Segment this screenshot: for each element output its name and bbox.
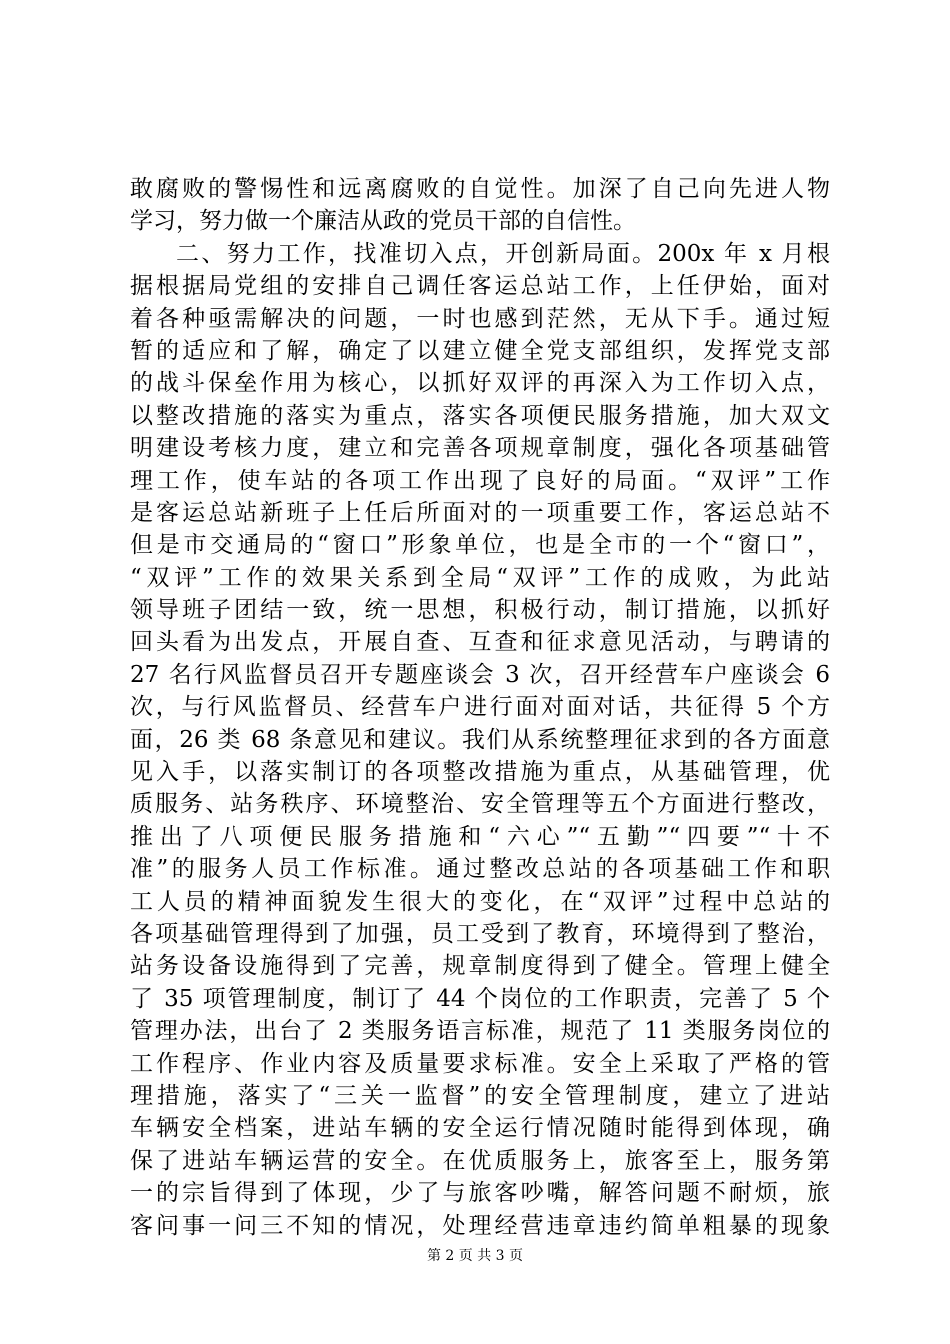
text-line: 面，26 类 68 条意见和建议。我们从系统整理征求到的各方面意 bbox=[130, 726, 830, 753]
text-line: “双评”工作的效果关系到全局“双评”工作的成败，为此站 bbox=[130, 564, 830, 591]
text-line: 次，与行风监督员、经营车户进行面对面对话，共征得 5 个方 bbox=[130, 694, 830, 721]
text-line: 客问事一问三不知的情况，处理经营违章违约简单粗暴的现象 bbox=[130, 1212, 830, 1239]
text-line: 二、努力工作，找准切入点，开创新局面。200x 年 x 月根 bbox=[176, 240, 830, 267]
text-line: 27 名行风监督员召开专题座谈会 3 次，召开经营车户座谈会 6 bbox=[130, 661, 830, 688]
page-number-footer: 第 2 页 共 3 页 bbox=[426, 1248, 524, 1264]
text-line: 着各种亟需解决的问题，一时也感到茫然，无从下手。通过短 bbox=[130, 305, 830, 332]
text-line: 以整改措施的落实为重点，落实各项便民服务措施，加大双文 bbox=[130, 402, 830, 429]
text-line: 了 35 项管理制度，制订了 44 个岗位的工作职责，完善了 5 个 bbox=[130, 985, 830, 1012]
text-line: 见入手，以落实制订的各项整改措施为重点，从基础管理，优 bbox=[130, 759, 830, 786]
text-line: 领导班子团结一致，统一思想，积极行动，制订措施，以抓好 bbox=[130, 597, 830, 624]
text-line: 暂的适应和了解，确定了以建立健全党支部组织，发挥党支部 bbox=[130, 337, 830, 364]
text-line: 理措施，落实了“三关一监督”的安全管理制度，建立了进站 bbox=[130, 1082, 830, 1109]
text-line: 车辆安全档案，进站车辆的安全运行情况随时能得到体现，确 bbox=[130, 1115, 830, 1142]
document-body bbox=[130, 173, 830, 1242]
text-line: 一的宗旨得到了体现，少了与旅客吵嘴，解答问题不耐烦，旅 bbox=[130, 1180, 830, 1207]
text-line: 理工作，使车站的各项工作出现了良好的局面。“双评”工作 bbox=[130, 467, 830, 494]
text-line: 但是市交通局的“窗口”形象单位，也是全市的一个“窗口”， bbox=[130, 532, 830, 559]
text-line: 据根据局党组的安排自己调任客运总站工作，上任伊始，面对 bbox=[130, 273, 830, 300]
text-line: 各项基础管理得到了加强，员工受到了教育，环境得到了整治， bbox=[130, 920, 830, 947]
text-line: 是客运总站新班子上任后所面对的一项重要工作，客运总站不 bbox=[130, 499, 830, 526]
text-line: 准”的服务人员工作标准。通过整改总站的各项基础工作和职 bbox=[130, 856, 830, 883]
text-line: 的战斗保垒作用为核心，以抓好双评的再深入为工作切入点， bbox=[130, 370, 830, 397]
text-line: 推出了八项便民服务措施和“六心”“五勤”“四要”“十不 bbox=[130, 823, 830, 850]
text-line: 质服务、站务秩序、环境整治、安全管理等五个方面进行整改， bbox=[130, 791, 830, 818]
text-line: 学习，努力做一个廉洁从政的党员干部的自信性。 bbox=[130, 208, 636, 235]
text-line: 管理办法，出台了 2 类服务语言标准，规范了 11 类服务岗位的 bbox=[130, 1018, 830, 1045]
text-line: 工作程序、作业内容及质量要求标准。安全上采取了严格的管 bbox=[130, 1050, 830, 1077]
text-line: 回头看为出发点，开展自查、互查和征求意见活动，与聘请的 bbox=[130, 629, 830, 656]
text-line: 明建设考核力度，建立和完善各项规章制度，强化各项基础管 bbox=[130, 435, 830, 462]
text-line: 敢腐败的警惕性和远离腐败的自觉性。加深了自己向先进人物 bbox=[130, 176, 830, 202]
text-line: 保了进站车辆运营的安全。在优质服务上，旅客至上，服务第 bbox=[130, 1147, 830, 1174]
text-line: 站务设备设施得到了完善，规章制度得到了健全。管理上健全 bbox=[130, 953, 830, 980]
text-line: 工人员的精神面貌发生很大的变化，在“双评”过程中总站的 bbox=[130, 888, 830, 915]
